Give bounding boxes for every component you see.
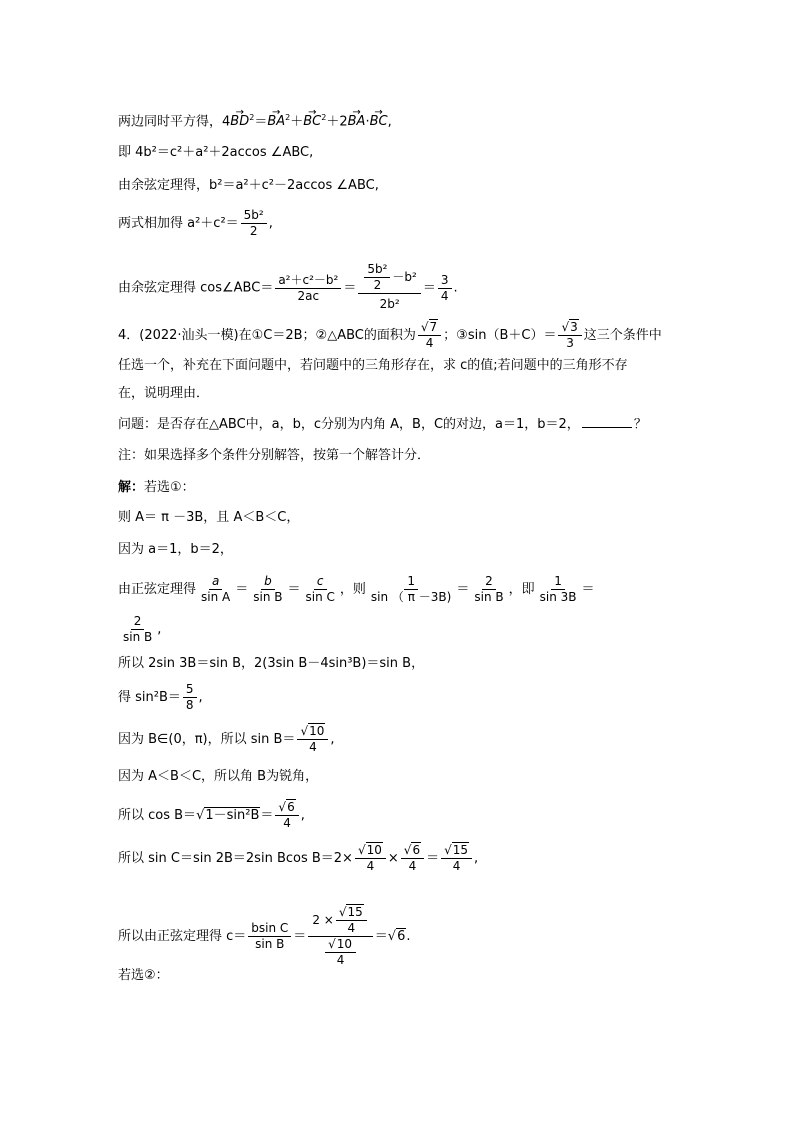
question-4-line-2: 任选一个，补充在下面问题中，若问题中的三角形存在，求 c的值;若问题中的三角形不存 [118,358,628,373]
compound-fraction: $\frac{\text{5b²}}{2}$ －b² 2b² [358,262,421,314]
text-line-2: 即 4b²＝c²＋a²＋2accos ∠ABC, [118,145,314,160]
solution-line-11: 所以 sin C＝sin 2B＝2sin Bcos B＝2× $\frac{√10}{4}$ × $\frac{√6}{4}$ ＝ $\frac{√15}{4}$ , [118,843,479,873]
question-4-line-1: 4．(2022·汕头一模)在①C＝2B；②△ABC的面积为 $\frac{√7}{4}$ ；③sin（B＋C）＝ $\frac{√3}{3}$ 这三个条件中 [118,320,662,350]
solution-line-1: 解：若选①： [118,480,195,495]
solution-line-10: 所以 cos B＝√1－sin²B＝ $\frac{√6}{4}$ , [118,800,305,830]
text-line-3: 由余弦定理得，b²＝a²＋c²－2accos ∠ABC, [118,178,379,193]
solution-line-12: 所以由正弦定理得 c＝ $\frac{\text{bsin C}}{\text{sin B}}$ ＝ 2 × $\frac{√15}{4}$ $\frac{√10}{4}$ ＝√6. [118,905,411,967]
solution-line-4: 由正弦定理得 $\frac{a}{\text{sin A}}$ ＝ $\frac{b}{\text{sin B}}$ ＝ $\frac{c}{\text{sin C}}$ ，则 $\frac{1}{\sin ( \pi -3B)}$ ＝ $\frac{2}{\text{sin B}}$ ，即 $\frac{1}{\sin 3B}$ ＝ [118,574,595,604]
solution-line-3: 因为 a＝1，b＝2， [118,542,233,557]
question-4-line-3: 在，说明理由． [118,386,210,401]
fraction: $\frac{\text{a²＋c²－b²}}{2ac}$ [275,273,341,304]
solution-line-8: 因为 B∈(0，π)，所以 sin B＝ $\frac{√10}{4}$ , [118,724,335,754]
text-line-5: 由余弦定理得 cos∠ABC＝ $\frac{\text{a²＋c²－b²}}{2ac}$ ＝ $\frac{\text{5b²}}{2}$ －b² 2b² ＝ $\frac{3}{4}$ . [118,262,458,314]
text-line-4: 两式相加得 a²＋c²＝ $\frac{\text{5b²}}{2}$ , [118,208,273,238]
solution-line-2: 则 A＝ π －3B，且 A＜B＜C， [118,510,300,525]
solution-line-9: 因为 A＜B＜C，所以角 B为锐角， [118,769,319,784]
compound-fraction: 2 × $\frac{√15}{4}$ $\frac{√10}{4}$ [308,905,372,968]
fraction: $\frac{√3}{3}$ [558,320,581,351]
solution-line-5: $\frac{2}{\text{sin B}}$ , [123,614,162,644]
answer-blank [582,427,632,428]
solution-line-13: 若选②： [118,968,169,983]
text-line-1: 两边同时平方得，$4\to BD^2=\to BA^2+\to BC^2+2\to BA\cdot\to$ BC, [118,108,392,132]
solution-line-7: 得 sin²B＝ $\frac{5}{8}$ , [118,682,203,712]
fraction: $\frac{√7}{4}$ [418,320,441,351]
note-line: 注：如果选择多个条件分别解答，按第一个解答计分． [118,448,431,463]
solution-line-6: 所以 2sin 3B＝sin B，2(3sin B－4sin³B)＝sin B， [118,656,425,671]
fraction: $\frac{3}{4}$ [438,273,452,304]
problem-line: 问题：是否存在△ABC中，a，b，c分别为内角 A，B，C的对边，a＝1，b＝2， ？ [118,417,647,432]
fraction: $\frac{\text{5b²}}{2}$ [241,208,267,239]
